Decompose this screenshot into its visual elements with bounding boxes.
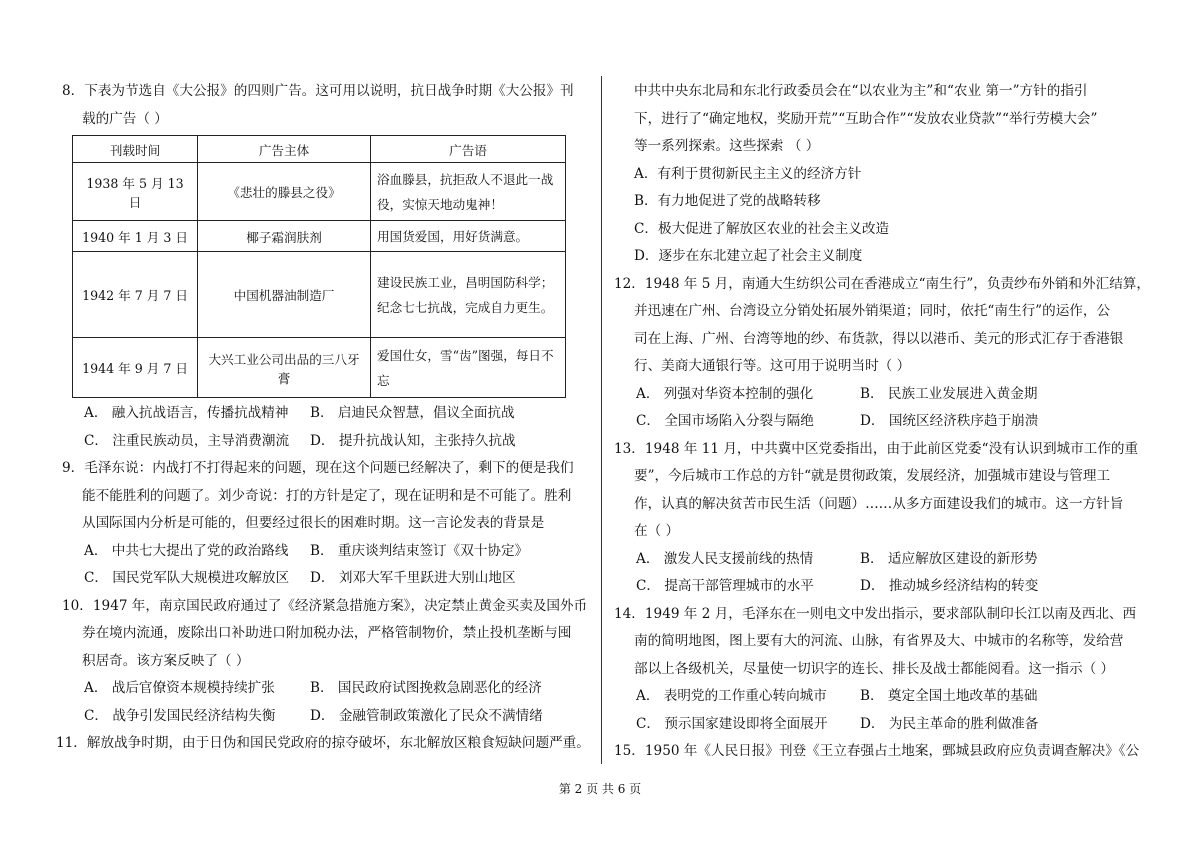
table-cell-date: 1938 年 5 月 13 日 (73, 163, 198, 221)
option-row (62, 565, 592, 593)
question-text-line: 8．下表为节选自《大公报》的四则广告。这可用以说明，抗日战争时期《大公报》刊 (62, 83, 574, 99)
advertisement-table (72, 135, 566, 398)
table-cell-subject: 大兴工业公司出品的三八牙膏 (198, 338, 371, 398)
table-cell-subject: 椰子霜润肤剂 (198, 221, 371, 252)
option-c[interactable]: C． 注重民族动员，主导消费潮流 (84, 432, 290, 449)
option-row (62, 400, 592, 428)
option-b[interactable]: B． 民族工业发展进入黄金期 (860, 385, 1038, 402)
question-text-line: 要”，今后城市工作总的方针“就是贯彻政策，发展经济，加强城市建设与管理工 (634, 468, 1111, 484)
option-a[interactable]: A． 表明党的工作重心转向城市 (636, 688, 827, 704)
option-b[interactable]: B． 重庆谈判结束签订《双十协定》 (310, 542, 529, 559)
question-text-line: 在（ ） (634, 523, 680, 539)
question-text-line: 南的简明地图，图上要有大的河流、山脉，有省界及大、中城市的名称等，发给营 (634, 633, 1124, 649)
question-text-line: 能不能胜利的问题了。刘少奇说：打的方针是定了，现在证明和是不可能了。胜利 (82, 487, 572, 504)
option-d[interactable]: D． 刘邓大军千里跃进大别山地区 (310, 570, 516, 586)
option-row (614, 711, 1159, 739)
option-d[interactable]: D． 金融管制政策激化了民众不满情绪 (310, 707, 543, 724)
table-row (73, 163, 566, 221)
question-text-line: 下，进行了“确定地权，奖励开荒”“互助合作”“发放农业贷款”“举行劳模大会” (634, 110, 1098, 127)
table-header: 刊载时间 (73, 136, 198, 163)
question-text-line: 12．1948 年 5 月，南通大生纺织公司在香港成立“南生行”，负责纱布外销和外汇结算， (614, 275, 1150, 292)
option-d[interactable]: D． 推动城乡经济结构的转变 (860, 578, 1039, 594)
option-row (614, 546, 1159, 574)
option-a[interactable]: A． 中共七大提出了党的政治路线 (84, 542, 289, 559)
option-a[interactable]: A． 战后官僚资本规模持续扩张 (84, 680, 275, 696)
option-a[interactable]: A． 融入抗战语言，传播抗战精神 (84, 405, 289, 421)
option-d[interactable]: D．逐步在东北建立起了社会主义制度 (634, 248, 863, 264)
option-b[interactable]: B．有力地促进了党的战略转移 (634, 193, 821, 209)
question-15-start (614, 738, 1159, 766)
question-text-line: 9．毛泽东说：内战打不打得起来的问题，现在这个问题已经解决了，剩下的便是我们 (62, 460, 574, 476)
table-cell-date: 1940 年 1 月 3 日 (73, 221, 198, 252)
option-c[interactable]: C． 全国市场陷入分裂与隔绝 (636, 413, 814, 429)
option-row (62, 538, 592, 566)
table-cell-date: 1944 年 9 月 7 日 (73, 338, 198, 398)
question-8 (62, 78, 592, 455)
option-a[interactable]: A． 列强对华资本控制的强化 (636, 385, 814, 402)
option-c[interactable]: C．极大促进了解放区农业的社会主义改造 (634, 220, 890, 237)
option-row (614, 381, 1159, 409)
question-text-line: 并迅速在广州、台湾设立分销处拓展外销渠道；同时，依托“南生行”的运作，公 (634, 303, 1111, 319)
question-text-line: 从国际国内分析是可能的，但要经过很长的困难时期。这一言论发表的背景是 (82, 515, 545, 531)
question-12 (614, 271, 1159, 436)
table-cell-subject: 《悲壮的滕县之役》 (198, 163, 371, 221)
table-header: 广告语 (371, 136, 566, 163)
question-text-line: 14．1949 年 2 月，毛泽东在一则电文中发出指示，要求部队制印长江以南及西北、西 (614, 605, 1137, 622)
question-text-line: 券在境内流通，废除出口补助进口附加税办法，严格管制物价，禁止投机垄断与囤 (82, 625, 572, 641)
option-c[interactable]: C． 预示国家建设即将全面展开 (636, 715, 828, 732)
table-row (73, 252, 566, 338)
table-cell-slogan: 爱国仕女，雪“齿”图强，每日不忘 (371, 338, 566, 398)
option-a[interactable]: A．有利于贯彻新民主主义的经济方针 (634, 165, 862, 182)
option-a[interactable]: A． 激发人民支援前线的热情 (636, 550, 814, 567)
left-column (56, 78, 592, 758)
option-row (614, 408, 1159, 436)
option-d[interactable]: D． 国统区经济秩序趋于崩溃 (860, 413, 1039, 429)
table-cell-subject: 中国机器油制造厂 (198, 252, 371, 338)
question-14 (614, 601, 1159, 739)
question-text-line: 司在上海、广州、台湾等地的纱、布货款，得以以港币、美元的形式汇存于香港银 (634, 330, 1124, 347)
option-c[interactable]: C． 战争引发国民经济结构失衡 (84, 707, 276, 724)
table-cell-slogan: 用国货爱国，用好货满意。 (371, 221, 566, 252)
question-text-line: 载的广告（ ） (82, 110, 168, 127)
question-text-line: 15．1950 年《人民日报》刊登《王立春强占土地案，鄄城县政府应负责调查解决》《公 (614, 743, 1140, 759)
option-row (62, 675, 592, 703)
question-text-line: 10．1947 年，南京国民政府通过了《经济紧急措施方案》，决定禁止黄金买卖及国外币 (62, 597, 588, 614)
question-10 (62, 593, 592, 731)
option-row (614, 573, 1159, 601)
question-11-continued (614, 78, 1159, 271)
table-header: 广告主体 (198, 136, 371, 163)
column-divider (601, 76, 602, 764)
question-11-start (56, 730, 592, 758)
option-b[interactable]: B． 奠定全国土地改革的基础 (860, 688, 1038, 704)
question-9 (62, 455, 592, 593)
option-row (62, 428, 592, 456)
option-b[interactable]: B． 适应解放区建设的新形势 (860, 550, 1038, 567)
question-text-line: 中共中央东北局和东北行政委员会在“以农业为主”和“农业 第一”方针的指引 (634, 83, 1088, 99)
question-text-line: 13．1948 年 11 月，中共冀中区党委指出，由于此前区党委“没有认识到城市工作的重 (614, 440, 1139, 457)
question-text-line: 作，认真的解决贫苦市民生活（问题）……从多方面建设我们的城市。这一方针旨 (634, 495, 1124, 512)
question-text-line: 等一系列探索。这些探索 （ ） (634, 138, 820, 154)
table-cell-date: 1942 年 7 月 7 日 (73, 252, 198, 338)
table-row (73, 338, 566, 398)
right-column (614, 78, 1159, 766)
option-row (62, 703, 592, 731)
option-b[interactable]: B． 国民政府试图挽救急剧恶化的经济 (310, 680, 542, 696)
option-row (614, 683, 1159, 711)
page-footer: 第 2 页 共 6 页 (558, 782, 642, 796)
option-b[interactable]: B． 启迪民众智慧，倡议全面抗战 (310, 405, 515, 421)
option-c[interactable]: C． 提高干部管理城市的水平 (636, 578, 814, 594)
table-header-row (73, 136, 566, 163)
question-text-line: 积居奇。该方案反映了（ ） (82, 652, 250, 669)
option-d[interactable]: D． 为民主革命的胜利做准备 (860, 715, 1039, 732)
question-text-line: 行、美商大通银行等。这可用于说明当时（ ） (634, 358, 911, 374)
option-d[interactable]: D． 提升抗战认知，主张持久抗战 (310, 432, 516, 449)
question-text-line: 部以上各级机关，尽量使一切识字的连长、排长及战士都能阅看。这一指示（ ） (634, 660, 1115, 677)
table-cell-slogan: 建设民族工业，昌明国防科学；纪念七七抗战，完成自力更生。 (371, 252, 566, 338)
question-text-line: 11．解放战争时期，由于日伪和国民党政府的掠夺破坏，东北解放区粮食短缺问题严重。 (56, 735, 590, 751)
table-row (73, 221, 566, 252)
option-c[interactable]: C． 国民党军队大规模进攻解放区 (84, 570, 290, 586)
question-13 (614, 436, 1159, 601)
table-cell-slogan: 浴血滕县，抗拒敌人不退此一战役，实惊天地动鬼神！ (371, 163, 566, 221)
